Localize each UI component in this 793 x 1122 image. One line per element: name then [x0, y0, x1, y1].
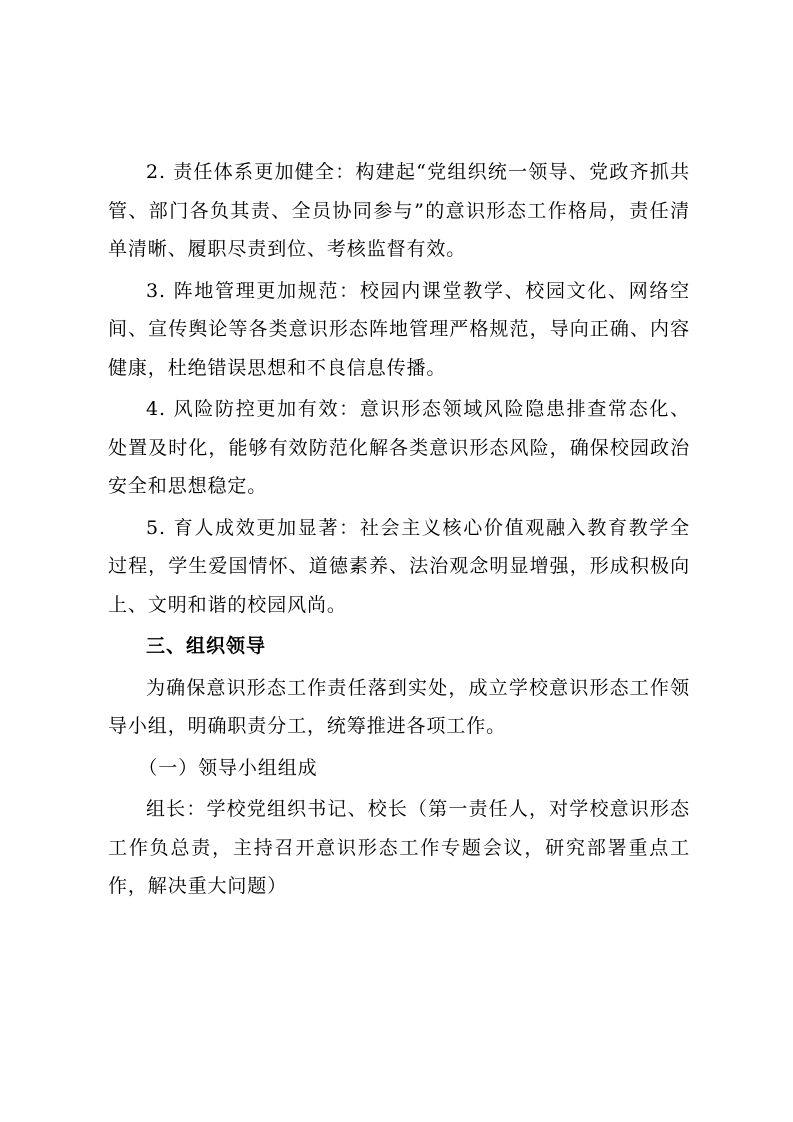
- goal-item-3: 3. 阵地管理更加规范：校园内课堂教学、校园文化、网络空间、宣传舆论等各类意识形态阵地管理严格规范，导向正确、内容健康，杜绝错误思想和不良信息传播。: [108, 279, 690, 379]
- section-heading: 三、组织领导: [146, 635, 267, 657]
- goal-item-4: 4. 风险防控更加有效：意识形态领域风险隐患排查常态化、处置及时化，能够有效防范化解各类意识形态风险，确保校园政治安全和思想稳定。: [108, 398, 690, 497]
- leader-paragraph: 组长：学校党组织书记、校长（第一责任人，对学校意识形态工作负总责，主持召开意识形态工作专题会议，研究部署重点工作，解决重大问题）: [108, 798, 690, 897]
- goal-item-2: 2. 责任体系更加健全：构建起“党组织统一领导、党政齐抓共管、部门各负其责、全员协同参与”的意识形态工作格局，责任清单清晰、履职尽责到位、考核监督有效。: [108, 161, 690, 260]
- section-intro: 为确保意识形态工作责任落到实处，成立学校意识形态工作领导小组，明确职责分工，统筹推进各项工作。: [108, 676, 690, 737]
- subsection-heading: （一）领导小组组成: [138, 756, 318, 779]
- document-body: [108, 153, 690, 906]
- goal-item-5: 5. 育人成效更加显著：社会主义核心价值观融入教育教学全过程，学生爱国情怀、道德素养、法治观念明显增强，形成积极向上、文明和谐的校园风尚。: [108, 516, 690, 616]
